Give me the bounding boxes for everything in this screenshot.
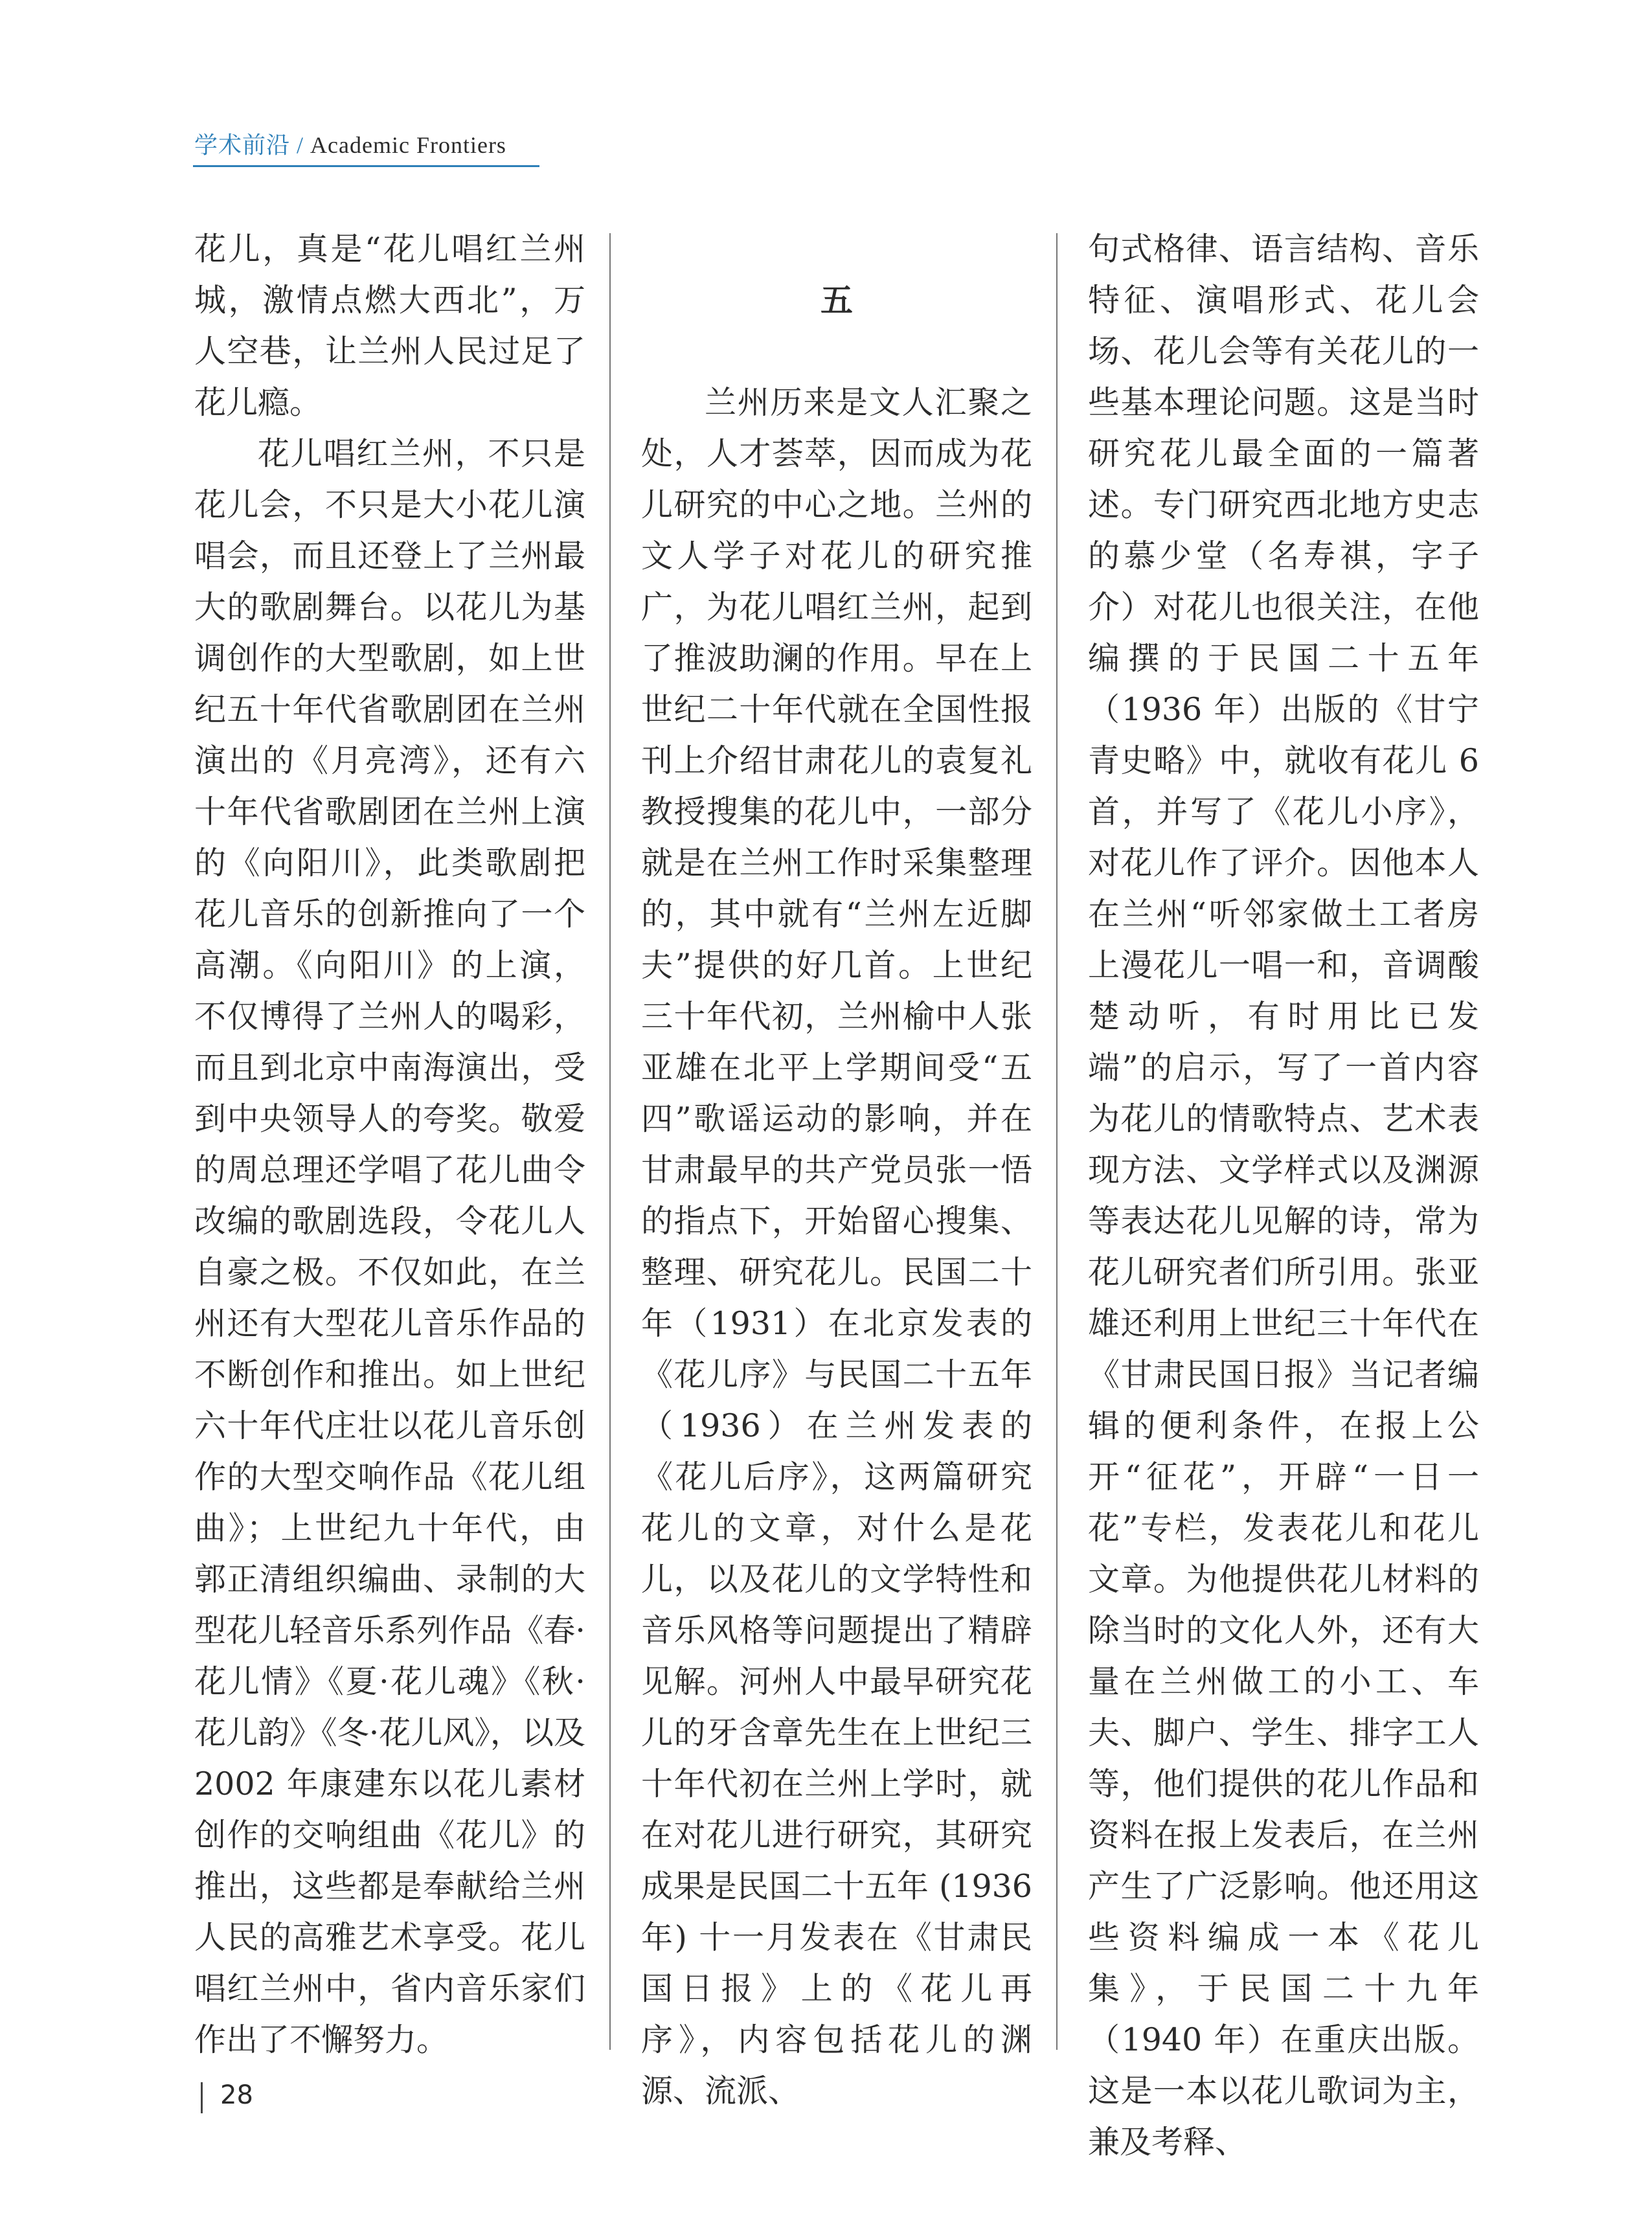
header-section-cn: 学术前沿 xyxy=(194,132,291,158)
header-rule xyxy=(193,165,539,167)
section-title: 五 xyxy=(820,281,853,319)
column-2 xyxy=(641,223,1032,2117)
column-divider xyxy=(1056,233,1058,2050)
footer-bar xyxy=(201,2082,203,2113)
paragraph: 花儿唱红兰州，不只是花儿会，不只是大小花儿演唱会，而且还登上了兰州最大的歌剧舞台。以花儿为基调创作的大型歌剧，如上世纪五十年代省歌剧团在兰州演出的《月亮湾》，还有六十年代省歌剧团在兰州上演的《向阳川》，此类歌剧把花儿音乐的创新推向了一个高潮。《向阳川》的上演，不仅博得了兰州人的喝彩，而且到北京中南海演出，受到中央领导人的夸奖。敬爱的周总理还学唱了花儿曲令改编的歌剧选段，令花儿人自豪之极。不仅如此，在兰州还有大型花儿音乐作品的不断创作和推出。如上世纪六十年代庄壮以花儿音乐创作的大型交响作品《花儿组曲》；上世纪九十年代，由郭正清组织编曲、录制的大型花儿轻音乐系列作品《春·花儿情》《夏·花儿魂》《秋·花儿韵》《冬·花儿风》，以及 2002 年康建东以花儿素材创作的交响组曲《花儿》的推出，这些都是奉献给兰州人民的高雅艺术享受。花儿唱红兰州中，省内音乐家们作出了不懈努力。 xyxy=(194,435,585,2058)
header-separator: / xyxy=(290,132,311,158)
column-1 xyxy=(194,223,585,2065)
paragraph: 句式格律、语言结构、音乐特征、演唱形式、花儿会场、花儿会等有关花儿的一些基本理论问题。这是当时研究花儿最全面的一篇著述。专门研究西北地方史志的慕少堂（名寿祺，字子介）对花儿也很关注，在他编撰的于民国二十五年（1936 年）出版的《甘宁青史略》中，就收有花儿 6 首，并写了《花儿小序》，对花儿作了评介。因他本人在兰州“听邻家做土工者房上漫花儿一唱一和，音调酸楚动听，有时用比已发端”的启示，写了一首内容为花儿的情歌特点、艺术表现方法、文学样式以及渊源等表达花儿见解的诗，常为花儿研究者们所引用。张亚雄还利用上世纪三十年代在《甘肃民国日报》当记者编辑的便利条件，在报上公开“征花”，开辟“一日一花”专栏，发表花儿和花儿文章。为他提供花儿材料的除当时的文化人外，还有大量在兰州做工的小工、车夫、脚户、学生、排字工人等，他们提供的花儿作品和资料在报上发表后，在兰州产生了广泛影响。他还用这些资料编成一本《花儿集》，于民国二十九年（1940 年）在重庆出版。这是一本以花儿歌词为主，兼及考释、 xyxy=(1088,231,1479,2161)
column-3 xyxy=(1088,223,1479,2168)
paragraph: 花儿，真是“花儿唱红兰州城，激情点燃大西北”，万人空巷，让兰州人民过足了花儿瘾。 xyxy=(194,231,585,421)
paragraph: 兰州历来是文人汇聚之处，人才荟萃，因而成为花儿研究的中心之地。兰州的文人学子对花儿的研究推广，为花儿唱红兰州，起到了推波助澜的作用。早在上世纪二十年代就在全国性报刊上介绍甘肃花儿的袁复礼教授搜集的花儿中，一部分就是在兰州工作时采集整理的，其中就有“兰州左近脚夫”提供的好几首。上世纪三十年代初，兰州榆中人张亚雄在北平上学期间受“五四”歌谣运动的影响，并在甘肃最早的共产党员张一悟的指点下，开始留心搜集、整理、研究花儿。民国二十年（1931）在北京发表的《花儿序》与民国二十五年（1936）在兰州发表的《花儿后序》，这两篇研究花儿的文章，对什么是花儿，以及花儿的文学特性和音乐风格等问题提出了精辟见解。河州人中最早研究花儿的牙含章先生在上世纪三十年代初在兰州上学时，就在对花儿进行研究，其研究成果是民国二十五年 (1936 年) 十一月发表在《甘肃民国日报》上的《花儿再序》，内容包括花儿的渊源、流派、 xyxy=(641,384,1032,2109)
header-section-en: Academic Frontiers xyxy=(310,132,506,158)
page-number: 28 xyxy=(220,2080,253,2110)
running-header xyxy=(194,127,506,160)
column-divider xyxy=(609,233,611,2050)
